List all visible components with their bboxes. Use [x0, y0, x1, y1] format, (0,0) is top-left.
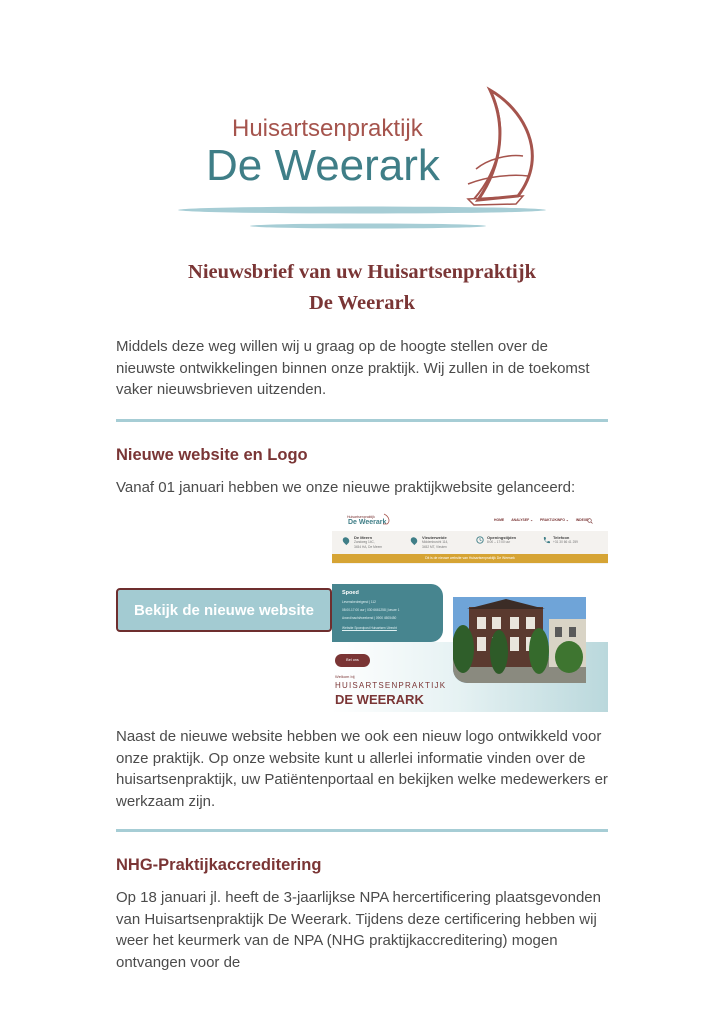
- preview-spoed-title: Spoed: [342, 590, 359, 596]
- preview-nav-item: INDEXE: [575, 518, 589, 522]
- intro-paragraph: Middels deze weg willen wij u graag op de hoogte stellen over de nieuwste ontwikkelingen binnen onze praktijk. Wij zullen in de toekomst vaker nieuwsbrieven uitzenden.: [116, 338, 590, 398]
- preview-hap: HUISARTSENPRAKTIJK: [335, 681, 447, 690]
- website-body-text: Naast de nieuwe website hebben we ook een nieuw logo ontwikkeld voor onze praktijk. Op onze website kunt u allerlei informatie vinden over de huisartsenpraktijk, uw Patiëntenportaal en bekijken welke medewerkers er werkzaam zijn.: [116, 728, 608, 810]
- preview-hours-sub: 8:00 – 17:00 uur: [487, 540, 511, 544]
- preview-announcement-banner: Dit is de nieuwe website van Huisartsenpraktijk De Weerark: [332, 554, 608, 563]
- section-heading-accreditation: NHG-Praktijkaccreditering: [116, 856, 322, 874]
- preview-spoed-box: [332, 584, 443, 642]
- section-divider: [116, 829, 608, 832]
- location-pin-icon: [409, 536, 418, 545]
- preview-phone-title: Telefoon: [553, 535, 570, 540]
- preview-nav-item: ANALYSEF ⌄: [511, 518, 533, 522]
- preview-nav-item: HOME: [494, 518, 505, 522]
- practice-logo: [178, 84, 546, 234]
- view-new-website-button[interactable]: Bekijk de nieuwe website: [116, 588, 332, 632]
- preview-brand-small: Huisartsenpraktijk: [347, 515, 375, 519]
- newsletter-title-line1: Nieuwsbrief van uw Huisartsenpraktijk: [188, 261, 536, 283]
- preview-hours-title: Openingstijden: [487, 535, 517, 540]
- preview-search-icon: [587, 518, 593, 524]
- preview-nav: [494, 518, 588, 522]
- preview-loc2-sub2: 3452 MT, Vleuten: [422, 544, 447, 549]
- preview-spoed-line: 08:00-17:00 uur | 030 6661258 | keuze 1: [342, 608, 400, 612]
- preview-location-2: [422, 535, 448, 549]
- preview-phone-sub: +31 30 66 41 259: [553, 540, 578, 544]
- preview-welkom: Welkom bij: [335, 674, 355, 679]
- location-pin-icon: [341, 536, 350, 545]
- preview-spoed-line: Levensbedreigend | 112: [342, 600, 376, 604]
- preview-building-photo: [453, 597, 586, 683]
- preview-call-button: Bel ons: [335, 654, 370, 667]
- preview-header: [332, 512, 608, 530]
- preview-phone: [553, 535, 578, 545]
- accreditation-body-text: Op 18 januari jl. heeft de 3-jaarlijkse NPA hercertificering plaatsgevonden van Huisartsenpraktijk De Weerark. Tijdens deze certificering hebben wij weer het keurmerk van de NPA (NHG praktijkaccreditering) mogen ontvangen voor de: [116, 889, 601, 971]
- newsletter-title-line2: De Weerark: [308, 292, 416, 314]
- preview-loc2-title: Vleuterweide: [422, 535, 447, 540]
- preview-spoed-line: Website Spoedpost Huisartsen Utrecht: [342, 626, 397, 630]
- clock-icon: [476, 536, 484, 544]
- logo-line1: Huisartsenpraktijk: [232, 115, 423, 142]
- section-divider: [116, 419, 608, 422]
- preview-loc1-sub1: Zandweg 14C,: [354, 540, 375, 544]
- preview-location-1: [354, 535, 382, 549]
- logo-line2: De Weerark: [206, 141, 440, 190]
- preview-brand-big: De Weerark: [348, 519, 387, 526]
- preview-loc1-sub2: 3454 HA, De Meern: [354, 544, 383, 549]
- preview-sail-icon: [382, 513, 390, 525]
- website-preview-image[interactable]: [332, 512, 608, 712]
- newsletter-title: [110, 257, 614, 319]
- preview-practice-name: DE WEERARK: [335, 692, 424, 707]
- preview-loc1-title: De Meern: [354, 535, 373, 540]
- preview-loc2-sub1: Middenburcht 114,: [422, 540, 449, 544]
- preview-hours: [487, 535, 516, 545]
- preview-spoed-line: Avond/nacht/weekend | 0900 4505450: [342, 616, 397, 620]
- website-lead-text: Vanaf 01 januari hebben we onze nieuwe praktijkwebsite gelanceerd:: [116, 479, 576, 496]
- section-heading-website: Nieuwe website en Logo: [116, 446, 308, 464]
- phone-icon: [542, 536, 550, 544]
- preview-nav-item: PRAKTIJKINFO ⌄: [539, 518, 569, 522]
